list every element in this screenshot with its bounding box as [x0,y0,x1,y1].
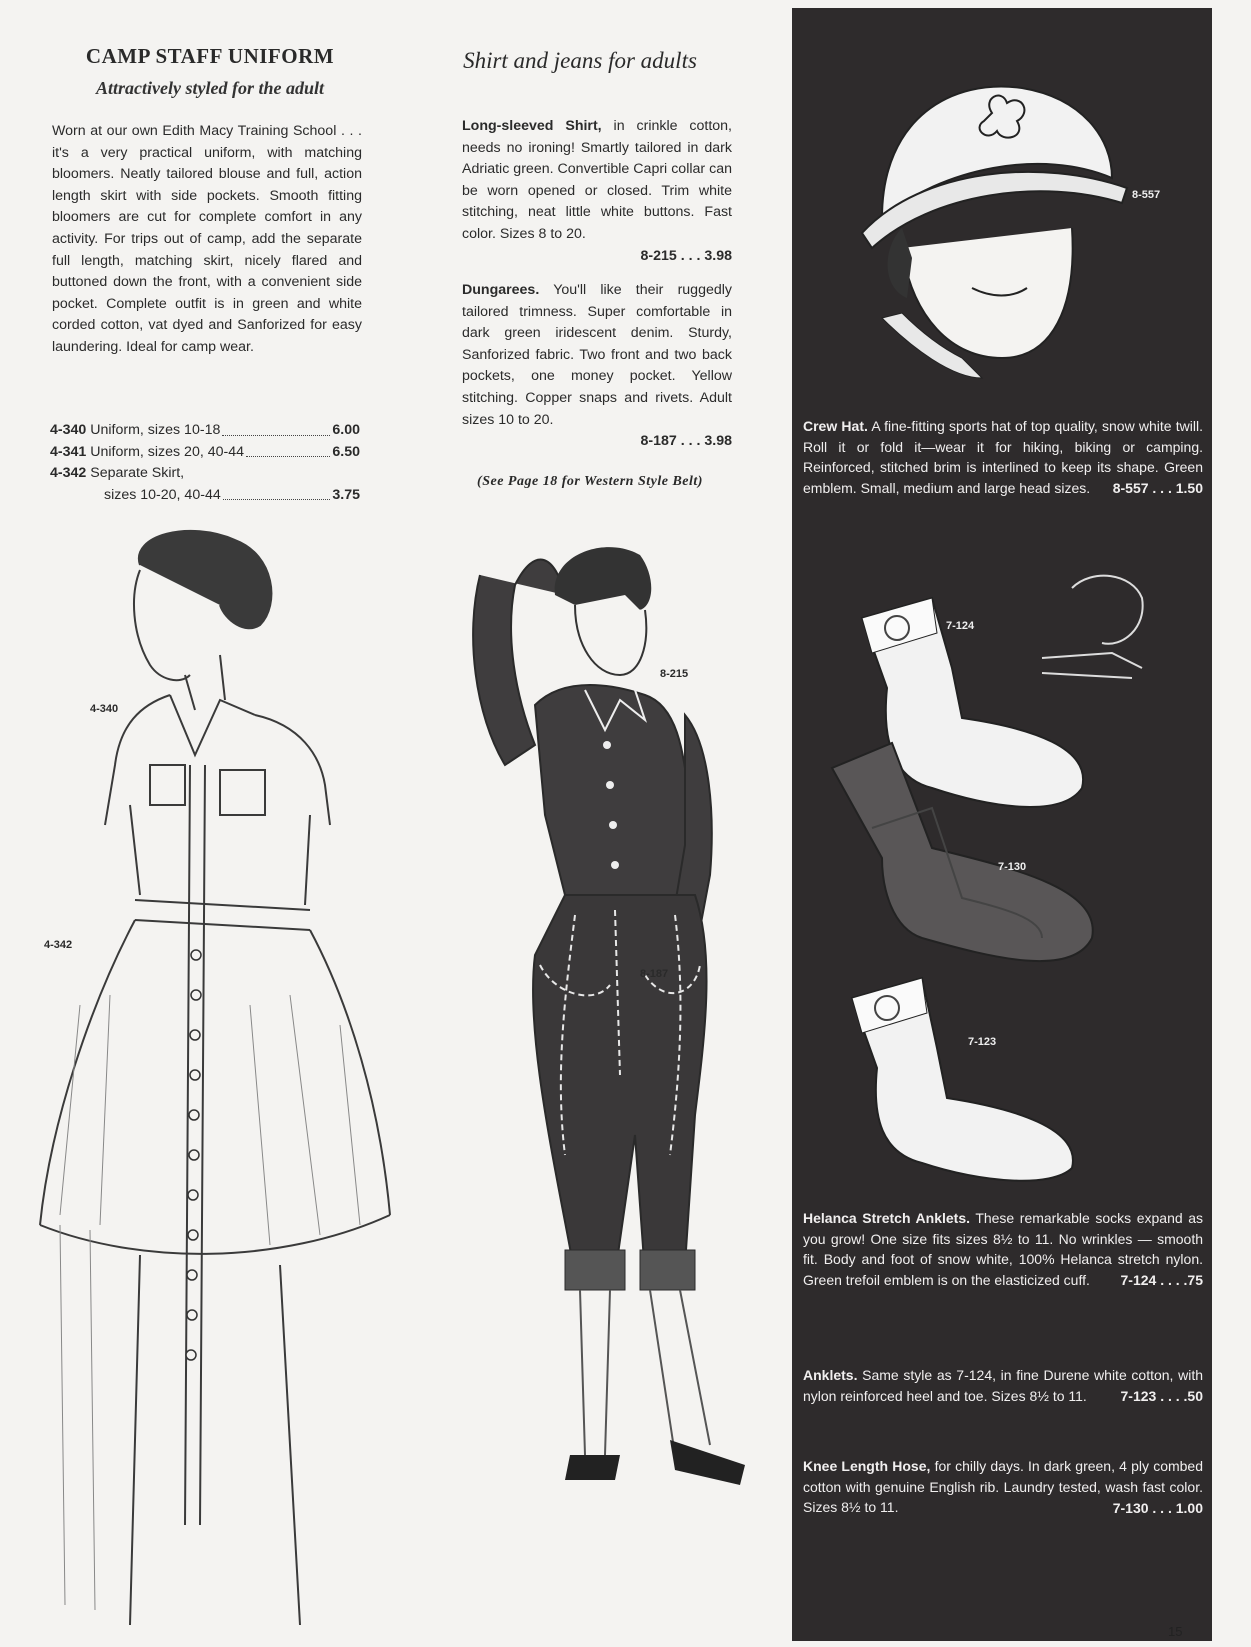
sock-7-123-label: 7-123 [968,1036,997,1048]
helanca-text: These remarkable socks expand as you grow! One size fits sizes 8½ to 11. No wrinkles — smooth fit. Body and foot of snow white, 100% Helanca stretch nylon. Green trefoil emblem is on the elasticized cuff. [803,1210,1203,1288]
price-row-4-342 [50,463,360,485]
anklets-lead: Anklets. [803,1367,858,1383]
socks-illustration [812,558,1192,1188]
crew-hat-price: 8-557 . . . 1.50 [1112,480,1203,496]
item-code: 4-340 [50,422,87,438]
crew-hat-text: A fine-fitting sports hat of top quality, snow white twill. Roll it or fold it—wear it for hiking, biking or camping. Reinforced, stitched brim is interlined to keep its shape. Green emblem. Small, medium and large head sizes. [803,418,1203,496]
shirt-price: 8-215 . . . 3.98 [640,247,732,264]
hose-text: for chilly days. In dark green, 4 ply combed cotton with genuine English rib. Laundry tested, wash fast color. Sizes 8½ to 11. [803,1458,1203,1515]
hose-lead: Knee Length Hose, [803,1458,931,1474]
item-code: 4-341 [50,443,87,460]
dungarees-lead: Dungarees. [462,282,540,298]
shirt-lead: Long-sleeved Shirt, [462,118,602,134]
uniform-label: 4-340 [90,703,119,715]
item-code: 4-342 [50,465,87,482]
price-row-4-341 [50,442,360,464]
helanca-description [803,1208,1203,1291]
item-price: 6.50 [332,443,360,460]
crew-hat-lead: Crew Hat. [803,418,868,434]
anklets-text: Same style as 7-124, in fine Durene white cotton, with nylon reinforced heel and toe. Sizes 8½ to 11. [803,1367,1203,1404]
page-number: 15 [1168,1624,1183,1639]
shirt-description [462,116,732,267]
item-price: 6.00 [332,422,360,438]
dungarees-description [462,280,732,453]
hose-description [803,1456,1203,1518]
anklets-price: 7-123 . . . .50 [1120,1388,1203,1404]
crew-hat-description [803,416,1203,499]
item-name: Uniform, sizes 20, 40-44 [90,443,245,460]
camp-staff-subheading: Attractively styled for the adult [96,78,324,98]
crew-hat-illustration [842,58,1142,388]
sock-7-124-label: 7-124 [946,620,975,632]
belt-note: (See Page 18 for Western Style Belt) [477,474,703,489]
helanca-lead: Helanca Stretch Anklets. [803,1210,970,1226]
hat-fig-label: 8-557 [1132,189,1161,201]
item-name: sizes 10-20, 40-44 [104,486,221,503]
shirt-jeans-heading: Shirt and jeans for adults [463,48,697,73]
shirt-jeans-illustration [445,515,790,1640]
item-name: Separate Skirt, [90,465,185,482]
shirt-text: in crinkle cotton, needs no ironing! Smartly tailored in dark Adriatic green. Convertible Capri collar can be worn opened or closed. Trim white stitching, neat little white buttons. Fast color. Sizes 8 to 20. [462,118,732,242]
accessories-panel [792,8,1212,1641]
skirt-label: 4-342 [44,939,73,951]
jeans-fig-label: 8-187 [640,968,669,980]
camp-staff-heading: CAMP STAFF UNIFORM [85,44,335,68]
helanca-price: 7-124 . . . .75 [1120,1272,1203,1288]
dungarees-text: You'll like their ruggedly tailored trimness. Super comfortable in dark green iridescent denim. Sturdy, Sanforized fabric. Two front and two back pockets, one money pocket. Yellow stitching. Copper snaps and rivets. Adult sizes 10 to 20. [462,282,732,428]
sock-7-130-label: 7-130 [998,861,1027,873]
price-row-4-342-cont [50,485,360,507]
hose-price: 7-130 . . . 1.00 [1112,1499,1203,1516]
item-name: Uniform, sizes 10-18 [90,422,221,438]
shirt-fig-label: 8-215 [660,668,689,680]
dungarees-price: 8-187 . . . 3.98 [640,433,732,450]
uniform-illustration [20,525,410,1640]
item-price: 3.75 [332,486,360,503]
anklets-description [803,1365,1203,1407]
camp-staff-description: Worn at our own Edith Macy Training School . . . it's a very practical uniform, with matching bloomers. Neatly tailored blouse and full, action length skirt with side pockets. Smooth fitting bloomers are cut for complete comfort in any activity. For trips out of camp, add the separate full length, matching skirt, nicely flared and buttoned down the front, with a convenient side pocket. Complete outfit is in green and white corded cotton, vat dyed and Sanforized for easy laundering. Ideal for camp wear. [52,123,362,355]
price-row-4-340 [50,420,360,442]
camp-staff-price-list [50,420,360,506]
